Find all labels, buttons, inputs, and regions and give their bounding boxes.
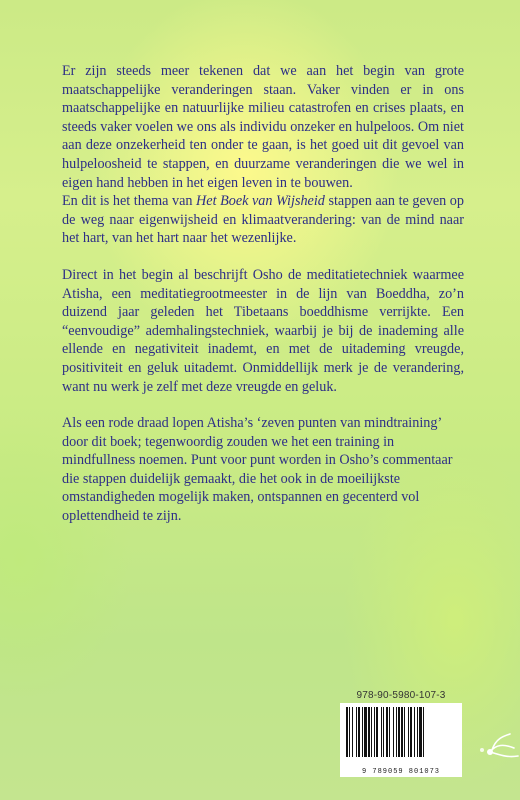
isbn-number: 978-90-5980-107-3	[356, 690, 446, 701]
barcode-bars	[340, 703, 462, 767]
barcode-image	[340, 703, 462, 777]
paragraph-1: Er zijn steeds meer tekenen dat we aan het begin van grote maatschappelijke veranderingen staan. Vaker vinden er in ons maatschappelijke en natuurlijke milieu catastrofen en crises plaats, en steeds vaker voelen we ons als individu onzeker en hulpeloos. Om niet aan deze onzekerheid ten onder te gaan, is het goed uit dit gevoel van hulpeloosheid te stappen, en duurzame veranderingen die we wel in eigen hand hebben in het eigen leven in te bouwen.	[62, 63, 464, 191]
paragraph-4: Als een rode draad lopen Atisha’s ‘zeven punten van mindtraining’ door dit boek; tegenwoordig zouden we het een training in mindfullness noemen. Punt voor punt worden in Osho’s commentaar die stappen duidelijk gemaakt, die het ook in de moeilijkste omstandigheden mogelijk maken, ontspannen en gecenterd vol oplettendheid te zijn.	[62, 415, 453, 525]
isbn-barcode	[340, 690, 462, 778]
paragraph-3: Direct in het begin al beschrijft Osho de meditatietechniek waarmee Atisha, een meditatiegrootmeester in de lijn van Boeddha, zo’n duizend jaar geleden het Tibetaans boeddhisme verrijkte. Een “eenvoudige” ademhalingstechniek, waarbij je bij de inademing alle ellende en negativiteit inademt, en met de uitademing vreugde, positiviteit en geluk uitademt. Onmiddellijk merk je de verandering, want nu werk je zelf met deze vreugde en geluk.	[62, 266, 464, 395]
paragraph-2-intro: En dit is het thema van	[62, 193, 197, 210]
paragraph-2	[62, 192, 464, 248]
flower-decoration	[470, 730, 520, 770]
paragraph-2-rest: stappen aan te geven op de weg naar eigenwijsheid en klimaatverandering: van de mind naar het hart, van het hart naar het wezenlijke.	[62, 193, 464, 247]
barcode-digits: 9 789059 801073	[361, 768, 440, 776]
book-title: Het Boek van Wijsheid	[196, 193, 325, 210]
back-cover-text	[62, 62, 464, 526]
